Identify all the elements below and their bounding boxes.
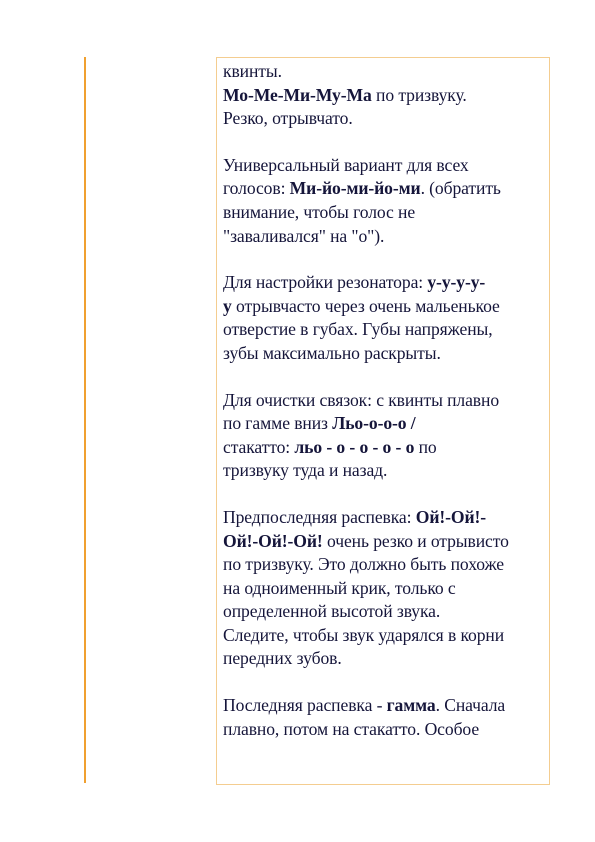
text-run: очень резко и отрывисто bbox=[322, 530, 509, 551]
bold-text-run: Льо-о-о-о / bbox=[332, 413, 416, 434]
text-run: отрывчасто через очень мальенькое bbox=[231, 295, 500, 316]
text-run: Для очистки связок: с квинты плавно bbox=[223, 389, 500, 410]
text-line bbox=[223, 201, 549, 225]
text-run: голосов: bbox=[223, 178, 290, 199]
text-run: Следите, чтобы звук ударялся в корни bbox=[223, 624, 505, 645]
text-run: внимание, чтобы голос не bbox=[223, 201, 416, 222]
paragraph bbox=[223, 271, 549, 365]
paragraph bbox=[223, 154, 549, 248]
text-run: по тризвуку. Это должно быть похоже bbox=[223, 554, 505, 575]
text-run: плавно, потом на стакатто. Особое bbox=[223, 718, 480, 739]
bold-text-run: гамма bbox=[386, 695, 436, 716]
text-run: Последняя распевка - bbox=[223, 695, 387, 716]
text-line bbox=[223, 154, 549, 178]
text-run: . (обратить bbox=[420, 178, 501, 199]
paragraph bbox=[223, 60, 549, 131]
text-run: по тризвуку. bbox=[371, 84, 467, 105]
text-run: на одноименный крик, только с bbox=[223, 577, 456, 598]
text-run: по bbox=[414, 436, 437, 457]
paragraph bbox=[223, 389, 549, 483]
bold-text-run: Ой!-Ой!- bbox=[415, 506, 487, 527]
text-line bbox=[223, 506, 549, 530]
bold-text-run: у-у-у-у- bbox=[427, 272, 486, 293]
text-run: зубы максимально раскрыты. bbox=[223, 342, 441, 363]
document-body bbox=[223, 60, 549, 741]
text-line bbox=[223, 60, 549, 84]
left-margin-rule bbox=[84, 57, 86, 783]
bold-text-run: Мо-Ме-Ми-Му-Ма bbox=[223, 84, 372, 105]
text-line bbox=[223, 342, 549, 366]
text-run: Для настройки резонатора: bbox=[223, 272, 428, 293]
text-line bbox=[223, 389, 549, 413]
text-run: по гамме вниз bbox=[223, 413, 333, 434]
text-line bbox=[223, 694, 549, 718]
text-run: определенной высотой звука. bbox=[223, 601, 441, 622]
paragraph bbox=[223, 506, 549, 671]
text-line bbox=[223, 412, 549, 436]
text-line bbox=[223, 177, 549, 201]
text-run: "заваливался" на "о"). bbox=[223, 225, 385, 246]
text-line bbox=[223, 600, 549, 624]
text-run: Предпоследняя распевка: bbox=[223, 506, 416, 527]
text-line bbox=[223, 553, 549, 577]
text-run: отверстие в губах. Губы напряжены, bbox=[223, 319, 493, 340]
text-run: . Сначала bbox=[435, 695, 506, 716]
text-run: квинты. bbox=[223, 61, 282, 81]
bold-text-run: Ми-йо-ми-йо-ми bbox=[289, 178, 421, 199]
text-line bbox=[223, 271, 549, 295]
text-line bbox=[223, 84, 549, 108]
text-line bbox=[223, 318, 549, 342]
text-run: передних зубов. bbox=[223, 648, 342, 669]
bold-text-run: льо - о - о - о - о bbox=[294, 436, 415, 457]
text-line bbox=[223, 647, 549, 671]
text-frame bbox=[216, 57, 550, 785]
text-run: Универсальный вариант для всех bbox=[223, 154, 469, 175]
text-line bbox=[223, 718, 549, 742]
paragraph bbox=[223, 694, 549, 741]
text-line bbox=[223, 436, 549, 460]
text-run: тризвуку туда и назад. bbox=[223, 460, 388, 481]
text-line bbox=[223, 530, 549, 554]
text-run: стакатто: bbox=[223, 436, 295, 457]
bold-text-run: у bbox=[223, 295, 232, 316]
bold-text-run: Ой!-Ой!-Ой! bbox=[223, 530, 323, 551]
text-line bbox=[223, 459, 549, 483]
text-line bbox=[223, 577, 549, 601]
text-line bbox=[223, 225, 549, 249]
text-run: Резко, отрывчато. bbox=[223, 108, 353, 129]
text-line bbox=[223, 624, 549, 648]
text-line bbox=[223, 107, 549, 131]
text-line bbox=[223, 295, 549, 319]
